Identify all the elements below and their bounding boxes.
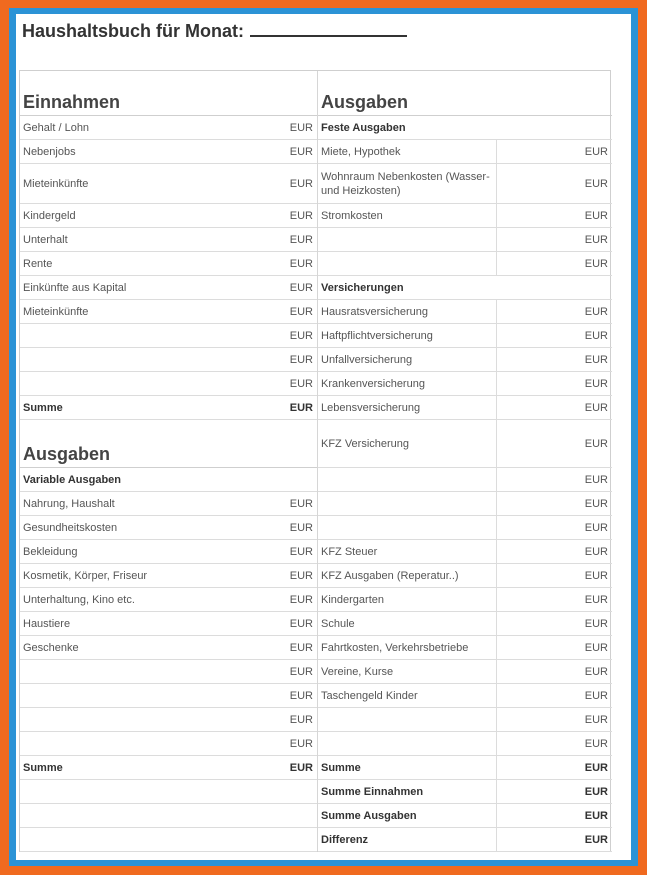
month-blank-line[interactable] — [250, 21, 407, 37]
total-row[interactable] — [318, 780, 612, 804]
insurance-row-currency: EUR — [584, 617, 608, 630]
variable-expense-row-currency: EUR — [289, 593, 313, 606]
column-divider — [496, 756, 497, 779]
fixed-expense-row-currency: EUR — [584, 257, 608, 270]
total-row[interactable] — [318, 756, 612, 780]
fixed-expense-row[interactable] — [318, 164, 612, 204]
fixed-expense-row-currency: EUR — [584, 177, 608, 190]
insurance-row[interactable] — [318, 612, 612, 636]
insurance-row-label: Schule — [321, 617, 355, 630]
insurance-row-label: KFZ Steuer — [321, 545, 378, 558]
insurance-heading — [318, 276, 612, 300]
insurance-row-currency: EUR — [584, 353, 608, 366]
column-divider — [496, 372, 497, 395]
fixed-expense-row[interactable] — [318, 140, 612, 164]
insurance-row-currency: EUR — [584, 545, 608, 558]
column-divider — [496, 468, 497, 491]
insurance-row-label: KFZ Ausgaben (Reperatur..) — [321, 569, 459, 582]
fixed-expenses-heading-label: Feste Ausgaben — [321, 121, 406, 134]
column-divider — [496, 732, 497, 755]
income-row-label: Gehalt / Lohn — [23, 121, 90, 134]
insurance-row-currency: EUR — [584, 665, 608, 678]
budget-sheet — [19, 70, 611, 852]
fixed-expense-row-currency: EUR — [584, 145, 608, 158]
fixed-expense-row-label: Wohnraum Nebenkosten (Wasser- und Heizkosten) — [321, 170, 490, 197]
insurance-row-currency: EUR — [584, 305, 608, 318]
income-sum-row-label: Summe — [23, 401, 63, 414]
column-divider — [496, 540, 497, 563]
insurance-row[interactable] — [318, 516, 612, 540]
fixed-expense-row-label: Stromkosten — [321, 209, 383, 222]
total-row-currency: EUR — [584, 809, 608, 822]
column-divider — [496, 492, 497, 515]
income-row-label: Rente — [23, 257, 53, 270]
fixed-expense-row-currency: EUR — [584, 209, 608, 222]
income-row-label: Kindergeld — [23, 209, 76, 222]
income-row-currency: EUR — [289, 233, 313, 246]
income-row[interactable] — [20, 276, 317, 300]
expense-sum-row-label: Summe — [23, 761, 63, 774]
expense-sum-row[interactable] — [20, 756, 317, 780]
expense-sum-row-currency: EUR — [289, 761, 313, 774]
total-row-label: Differenz — [321, 833, 369, 846]
fixed-expense-row[interactable] — [318, 252, 612, 276]
right-column — [318, 71, 612, 851]
empty-row — [20, 780, 317, 804]
variable-expense-row[interactable] — [20, 708, 317, 732]
income-sum-row-currency: EUR — [289, 401, 313, 414]
income-row[interactable] — [20, 228, 317, 252]
income-row-label: Mieteinkünfte — [23, 177, 89, 190]
income-sum-row[interactable] — [20, 396, 317, 420]
column-divider — [496, 204, 497, 227]
insurance-row-currency: EUR — [584, 569, 608, 582]
insurance-row-currency: EUR — [584, 401, 608, 414]
document-page — [16, 14, 631, 860]
column-divider — [496, 324, 497, 347]
insurance-row[interactable] — [318, 324, 612, 348]
insurance-row[interactable] — [318, 660, 612, 684]
insurance-row-currency: EUR — [584, 521, 608, 534]
variable-expense-row-label: Nahrung, Haushalt — [23, 497, 115, 510]
page-title — [22, 21, 407, 42]
empty-row — [20, 828, 317, 852]
total-row-label: Summe Ausgaben — [321, 809, 417, 822]
variable-expense-row[interactable] — [20, 612, 317, 636]
insurance-row-currency: EUR — [584, 713, 608, 726]
variable-expenses-heading-label: Variable Ausgaben — [23, 473, 122, 486]
variable-expense-row-label: Geschenke — [23, 641, 79, 654]
total-row-label: Summe — [321, 761, 361, 774]
column-divider — [496, 684, 497, 707]
variable-expense-row[interactable] — [20, 540, 317, 564]
income-row-currency: EUR — [289, 209, 313, 222]
insurance-row[interactable] — [318, 732, 612, 756]
variable-expense-row[interactable] — [20, 660, 317, 684]
variable-expense-row-currency: EUR — [289, 569, 313, 582]
variable-expense-row-label: Gesundheitskosten — [23, 521, 118, 534]
column-divider — [496, 252, 497, 275]
fixed-expense-row-currency: EUR — [584, 233, 608, 246]
variable-expense-row[interactable] — [20, 564, 317, 588]
column-divider — [496, 396, 497, 419]
total-row[interactable] — [318, 804, 612, 828]
income-row[interactable] — [20, 300, 317, 324]
column-divider — [496, 636, 497, 659]
column-divider — [496, 708, 497, 731]
total-row-currency: EUR — [584, 833, 608, 846]
income-row-currency: EUR — [289, 353, 313, 366]
income-row-currency: EUR — [289, 121, 313, 134]
insurance-row-currency: EUR — [584, 689, 608, 702]
income-row[interactable] — [20, 324, 317, 348]
column-divider — [496, 612, 497, 635]
column-divider — [496, 588, 497, 611]
income-row[interactable] — [20, 372, 317, 396]
insurance-row-currency: EUR — [584, 497, 608, 510]
insurance-row-currency: EUR — [584, 641, 608, 654]
column-divider — [496, 516, 497, 539]
insurance-row-label: Unfallversicherung — [321, 353, 413, 366]
column-divider — [496, 564, 497, 587]
column-divider — [496, 300, 497, 323]
income-row-label: Einkünfte aus Kapital — [23, 281, 127, 294]
column-divider — [496, 828, 497, 851]
income-row[interactable] — [20, 348, 317, 372]
income-row[interactable] — [20, 140, 317, 164]
fixed-expense-row[interactable] — [318, 228, 612, 252]
insurance-row[interactable] — [318, 300, 612, 324]
income-row-label: Mieteinkünfte — [23, 305, 89, 318]
insurance-row-currency: EUR — [584, 473, 608, 486]
variable-expense-row-currency: EUR — [289, 665, 313, 678]
variable-expense-row-currency: EUR — [289, 737, 313, 750]
income-row-currency: EUR — [289, 281, 313, 294]
insurance-row[interactable] — [318, 348, 612, 372]
column-divider — [496, 804, 497, 827]
insurance-row-label: KFZ Versicherung — [321, 437, 410, 450]
insurance-row[interactable] — [318, 708, 612, 732]
income-row-currency: EUR — [289, 177, 313, 190]
variable-expense-row-label: Bekleidung — [23, 545, 78, 558]
insurance-row-label: Krankenversicherung — [321, 377, 425, 390]
fixed-expense-row[interactable] — [318, 204, 612, 228]
column-divider — [496, 420, 497, 467]
variable-expense-row-label: Unterhaltung, Kino etc. — [23, 593, 135, 606]
insurance-row-label: Kindergarten — [321, 593, 384, 606]
variable-expense-row-label: Kosmetik, Körper, Friseur — [23, 569, 148, 582]
insurance-row[interactable] — [318, 396, 612, 420]
insurance-row-currency: EUR — [584, 737, 608, 750]
income-row[interactable] — [20, 204, 317, 228]
left-column — [20, 71, 318, 851]
variable-expense-row-currency: EUR — [289, 545, 313, 558]
column-divider — [496, 140, 497, 163]
income-row[interactable] — [20, 116, 317, 140]
income-row[interactable] — [20, 164, 317, 204]
income-heading — [20, 71, 317, 116]
insurance-row[interactable] — [318, 540, 612, 564]
column-divider — [496, 660, 497, 683]
insurance-row-currency: EUR — [584, 437, 608, 450]
column-divider — [496, 348, 497, 371]
variable-expenses-heading — [20, 468, 317, 492]
income-row-currency: EUR — [289, 305, 313, 318]
income-row-currency: EUR — [289, 377, 313, 390]
variable-expense-row-currency: EUR — [289, 521, 313, 534]
column-divider — [496, 780, 497, 803]
right-expenses-heading — [318, 71, 612, 116]
page-title-text: Haushaltsbuch für Monat: — [22, 21, 245, 41]
insurance-row[interactable] — [318, 372, 612, 396]
insurance-row-currency: EUR — [584, 377, 608, 390]
total-row[interactable] — [318, 828, 612, 852]
insurance-row[interactable] — [318, 684, 612, 708]
income-row-currency: EUR — [289, 257, 313, 270]
income-row-currency: EUR — [289, 145, 313, 158]
insurance-row[interactable] — [318, 468, 612, 492]
insurance-row-label: Haftpflichtversicherung — [321, 329, 433, 342]
variable-expense-row[interactable] — [20, 684, 317, 708]
variable-expense-row[interactable] — [20, 588, 317, 612]
insurance-row-label: Taschengeld Kinder — [321, 689, 418, 702]
insurance-heading-label: Versicherungen — [321, 281, 404, 294]
insurance-row-label: Hausratsversicherung — [321, 305, 428, 318]
insurance-row[interactable] — [318, 564, 612, 588]
insurance-row-label: Vereine, Kurse — [321, 665, 394, 678]
total-row-currency: EUR — [584, 785, 608, 798]
total-row-label: Summe Einnahmen — [321, 785, 424, 798]
income-row[interactable] — [20, 252, 317, 276]
insurance-row-currency: EUR — [584, 329, 608, 342]
variable-expense-row-label: Haustiere — [23, 617, 71, 630]
variable-expense-row-currency: EUR — [289, 497, 313, 510]
income-row-currency: EUR — [289, 329, 313, 342]
right-expenses-heading-label: Ausgaben — [321, 92, 409, 112]
insurance-row-label: Fahrtkosten, Verkehrsbetriebe — [321, 641, 469, 654]
insurance-row-currency: EUR — [584, 593, 608, 606]
variable-expense-row-currency: EUR — [289, 617, 313, 630]
variable-expense-row-currency: EUR — [289, 689, 313, 702]
total-row-currency: EUR — [584, 761, 608, 774]
blue-border — [9, 8, 638, 866]
expenses-heading — [20, 420, 317, 468]
insurance-row-label: Lebensversicherung — [321, 401, 421, 414]
insurance-row[interactable] — [318, 636, 612, 660]
column-divider — [496, 164, 497, 203]
insurance-row[interactable] — [318, 420, 612, 468]
insurance-row[interactable] — [318, 588, 612, 612]
income-heading-label: Einnahmen — [23, 92, 121, 112]
fixed-expense-row-label: Miete, Hypothek — [321, 145, 401, 158]
income-row-label: Unterhalt — [23, 233, 68, 246]
variable-expense-row[interactable] — [20, 732, 317, 756]
fixed-expenses-heading — [318, 116, 612, 140]
variable-expense-row[interactable] — [20, 492, 317, 516]
expenses-heading-label: Ausgaben — [23, 444, 111, 464]
variable-expense-row-currency: EUR — [289, 641, 313, 654]
variable-expense-row[interactable] — [20, 516, 317, 540]
column-divider — [496, 228, 497, 251]
insurance-row[interactable] — [318, 492, 612, 516]
empty-row — [20, 804, 317, 828]
variable-expense-row-currency: EUR — [289, 713, 313, 726]
variable-expense-row[interactable] — [20, 636, 317, 660]
income-row-label: Nebenjobs — [23, 145, 76, 158]
